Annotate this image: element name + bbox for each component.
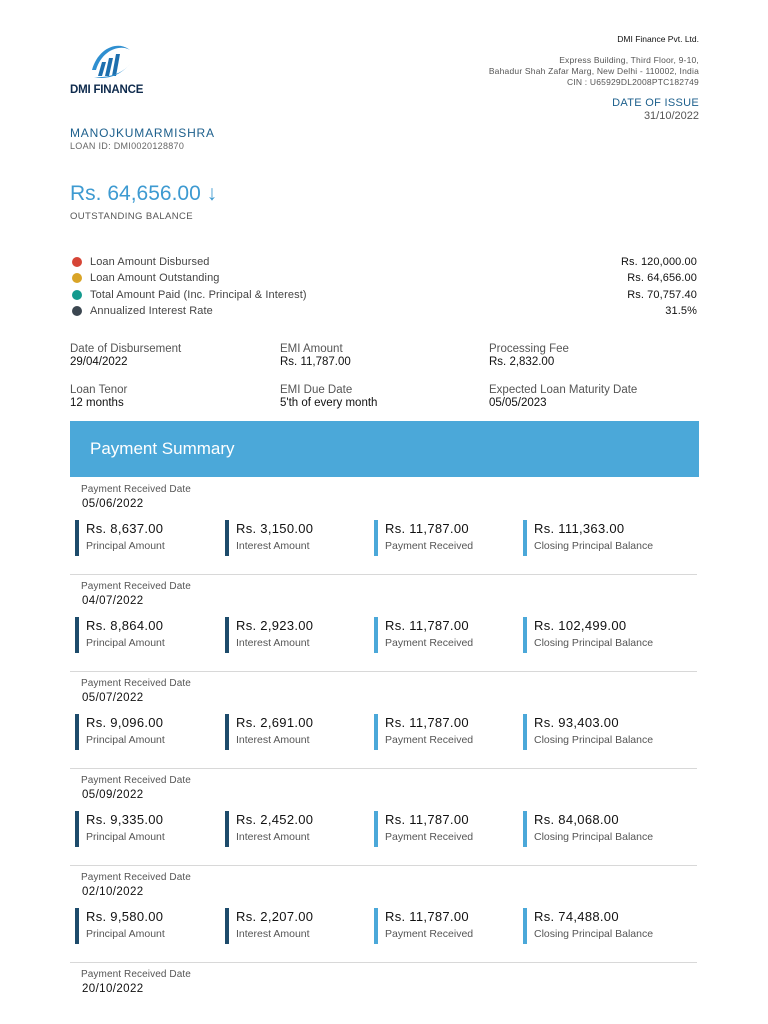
payment-cell	[75, 811, 165, 847]
payment-amount: Rs. 84,068.00	[534, 812, 619, 827]
payment-cell	[523, 811, 653, 847]
payment-amount-label: Payment Received	[385, 831, 474, 843]
payment-cell	[225, 617, 313, 653]
maturity-date	[489, 384, 689, 409]
emi-amount	[280, 343, 480, 368]
payment-date-label: Payment Received Date	[81, 969, 191, 980]
payment-amount-label: Principal Amount	[86, 734, 165, 746]
payment-row	[70, 866, 697, 963]
payment-amount-label: Closing Principal Balance	[534, 637, 654, 649]
payment-amount: Rs. 111,363.00	[534, 521, 625, 536]
payment-cell	[374, 520, 473, 556]
payment-row	[70, 478, 697, 575]
payment-cell	[374, 908, 473, 944]
stat-row-total-paid	[72, 287, 697, 303]
detail-value: 29/04/2022	[70, 356, 128, 368]
payment-cell	[75, 714, 165, 750]
payment-date: 05/09/2022	[82, 789, 144, 801]
payment-amount: Rs. 8,864.00	[86, 618, 164, 633]
payment-amount: Rs. 2,207.00	[236, 909, 314, 924]
company-address-line1: Express Building, Third Floor, 9-10,	[559, 55, 699, 65]
payment-date-label: Payment Received Date	[81, 484, 191, 495]
stat-value: Rs. 70,757.40	[627, 288, 697, 301]
outstanding-balance-label: OUTSTANDING BALANCE	[70, 211, 194, 222]
payment-row	[70, 769, 697, 866]
payment-amount: Rs. 11,787.00	[385, 715, 469, 730]
payment-row	[70, 575, 697, 672]
issue-date-value: 31/10/2022	[643, 110, 699, 122]
payment-amount: Rs. 11,787.00	[385, 812, 469, 827]
payment-date-label: Payment Received Date	[81, 775, 191, 786]
payment-cell	[523, 714, 653, 750]
detail-label: Processing Fee	[489, 343, 569, 355]
emi-due-date	[280, 384, 480, 409]
detail-value: Rs. 2,832.00	[489, 356, 555, 368]
company-address-line2: Bahadur Shah Zafar Marg, New Delhi - 110002, India	[488, 66, 699, 76]
stat-value: Rs. 64,656.00	[627, 272, 697, 285]
outstanding-balance-block	[70, 182, 217, 222]
payment-amount: Rs. 2,923.00	[236, 618, 314, 633]
payment-date: 20/10/2022	[82, 983, 144, 995]
payment-amount-label: Payment Received	[385, 637, 474, 649]
payment-amount-label: Payment Received	[385, 928, 474, 940]
company-name: DMI Finance Pvt. Ltd.	[617, 34, 699, 44]
payment-amount: Rs. 102,499.00	[534, 618, 627, 633]
stat-row-disbursed	[72, 254, 697, 270]
payment-amount: Rs. 11,787.00	[385, 909, 469, 924]
payment-date: 02/10/2022	[82, 886, 144, 898]
company-logo	[70, 40, 150, 100]
payment-amount: Rs. 11,787.00	[385, 618, 469, 633]
loan-tenor	[70, 384, 270, 409]
payment-cell	[75, 908, 165, 944]
detail-label: Expected Loan Maturity Date	[489, 384, 638, 396]
customer-block	[70, 126, 215, 151]
payment-cell	[225, 714, 313, 750]
customer-name: MANOJKUMARMISHRA	[70, 126, 215, 140]
payment-amount-label: Interest Amount	[236, 734, 310, 746]
payment-date: 05/06/2022	[82, 498, 144, 510]
payment-amount-label: Closing Principal Balance	[534, 734, 654, 746]
detail-value: 12 months	[70, 397, 124, 409]
processing-fee	[489, 343, 689, 368]
payment-amount: Rs. 9,580.00	[86, 909, 164, 924]
payment-amount-label: Closing Principal Balance	[534, 831, 654, 843]
brand-name: DMI FINANCE	[70, 84, 144, 96]
payment-amount: Rs. 2,691.00	[236, 715, 314, 730]
payment-amount: Rs. 3,150.00	[236, 521, 314, 536]
payment-amount-label: Principal Amount	[86, 831, 165, 843]
red-dot-icon	[72, 257, 82, 267]
payment-cell	[374, 714, 473, 750]
payment-cell	[523, 617, 653, 653]
detail-label: Loan Tenor	[70, 384, 128, 396]
payment-row	[70, 963, 697, 1024]
payment-amount-label: Interest Amount	[236, 637, 310, 649]
teal-dot-icon	[72, 290, 82, 300]
dark-dot-icon	[72, 306, 82, 316]
stat-label: Loan Amount Disbursed	[90, 256, 210, 269]
payment-amount: Rs. 9,335.00	[86, 812, 164, 827]
payment-cell	[523, 520, 653, 556]
payment-date-label: Payment Received Date	[81, 581, 191, 592]
detail-label: Date of Disbursement	[70, 343, 182, 355]
issue-date-label: DATE OF ISSUE	[612, 97, 699, 109]
loan-id: LOAN ID: DMI0020128870	[70, 141, 185, 151]
payment-amount: Rs. 93,403.00	[534, 715, 619, 730]
payment-row	[70, 672, 697, 769]
company-info	[489, 34, 699, 88]
payment-amount: Rs. 8,637.00	[86, 521, 164, 536]
detail-value: 5'th of every month	[280, 397, 378, 409]
stat-row-outstanding	[72, 270, 697, 286]
payment-cell	[225, 520, 313, 556]
payment-amount-label: Interest Amount	[236, 831, 310, 843]
payment-date-label: Payment Received Date	[81, 678, 191, 689]
issue-date-block	[612, 97, 699, 122]
yellow-dot-icon	[72, 273, 82, 283]
payment-amount: Rs. 2,452.00	[236, 812, 314, 827]
stat-label: Annualized Interest Rate	[90, 305, 213, 318]
payment-amount-label: Interest Amount	[236, 540, 310, 552]
payment-amount-label: Closing Principal Balance	[534, 540, 654, 552]
payment-summary-header	[70, 421, 699, 477]
payment-cell	[225, 811, 313, 847]
payment-amount: Rs. 9,096.00	[86, 715, 164, 730]
payment-amount-label: Payment Received	[385, 734, 474, 746]
detail-value: 05/05/2023	[489, 397, 547, 409]
stat-label: Total Amount Paid (Inc. Principal & Interest)	[90, 288, 307, 301]
payment-cell	[75, 617, 165, 653]
payment-cell	[75, 520, 165, 556]
payment-amount-label: Principal Amount	[86, 540, 165, 552]
stat-value: 31.5%	[665, 305, 697, 318]
payment-date: 05/07/2022	[82, 692, 144, 704]
payment-cell	[523, 908, 653, 944]
payment-summary-title: Payment Summary	[90, 439, 235, 458]
stat-label: Loan Amount Outstanding	[90, 272, 220, 285]
payment-date-label: Payment Received Date	[81, 872, 191, 883]
detail-label: EMI Due Date	[280, 384, 353, 396]
payment-amount: Rs. 74,488.00	[534, 909, 619, 924]
payment-cell	[374, 617, 473, 653]
disbursement-date	[70, 343, 270, 368]
payment-list	[70, 478, 697, 1024]
outstanding-balance-amount: Rs. 64,656.00 ↓	[70, 182, 218, 205]
detail-value: Rs. 11,787.00	[280, 356, 351, 368]
payment-amount-label: Principal Amount	[86, 637, 165, 649]
detail-label: EMI Amount	[280, 343, 343, 355]
stat-value: Rs. 120,000.00	[620, 256, 697, 269]
stat-row-interest-rate	[72, 303, 697, 319]
payment-amount-label: Interest Amount	[236, 928, 310, 940]
payment-cell	[374, 811, 473, 847]
payment-amount-label: Closing Principal Balance	[534, 928, 654, 940]
loan-stats	[72, 254, 697, 319]
payment-amount-label: Principal Amount	[86, 928, 165, 940]
payment-date: 04/07/2022	[82, 595, 144, 607]
company-cin: CIN : U65929DL2008PTC182749	[566, 77, 699, 87]
payment-amount: Rs. 11,787.00	[385, 521, 469, 536]
payment-cell	[225, 908, 313, 944]
payment-amount-label: Payment Received	[385, 540, 474, 552]
dmi-logo-icon	[88, 40, 132, 82]
